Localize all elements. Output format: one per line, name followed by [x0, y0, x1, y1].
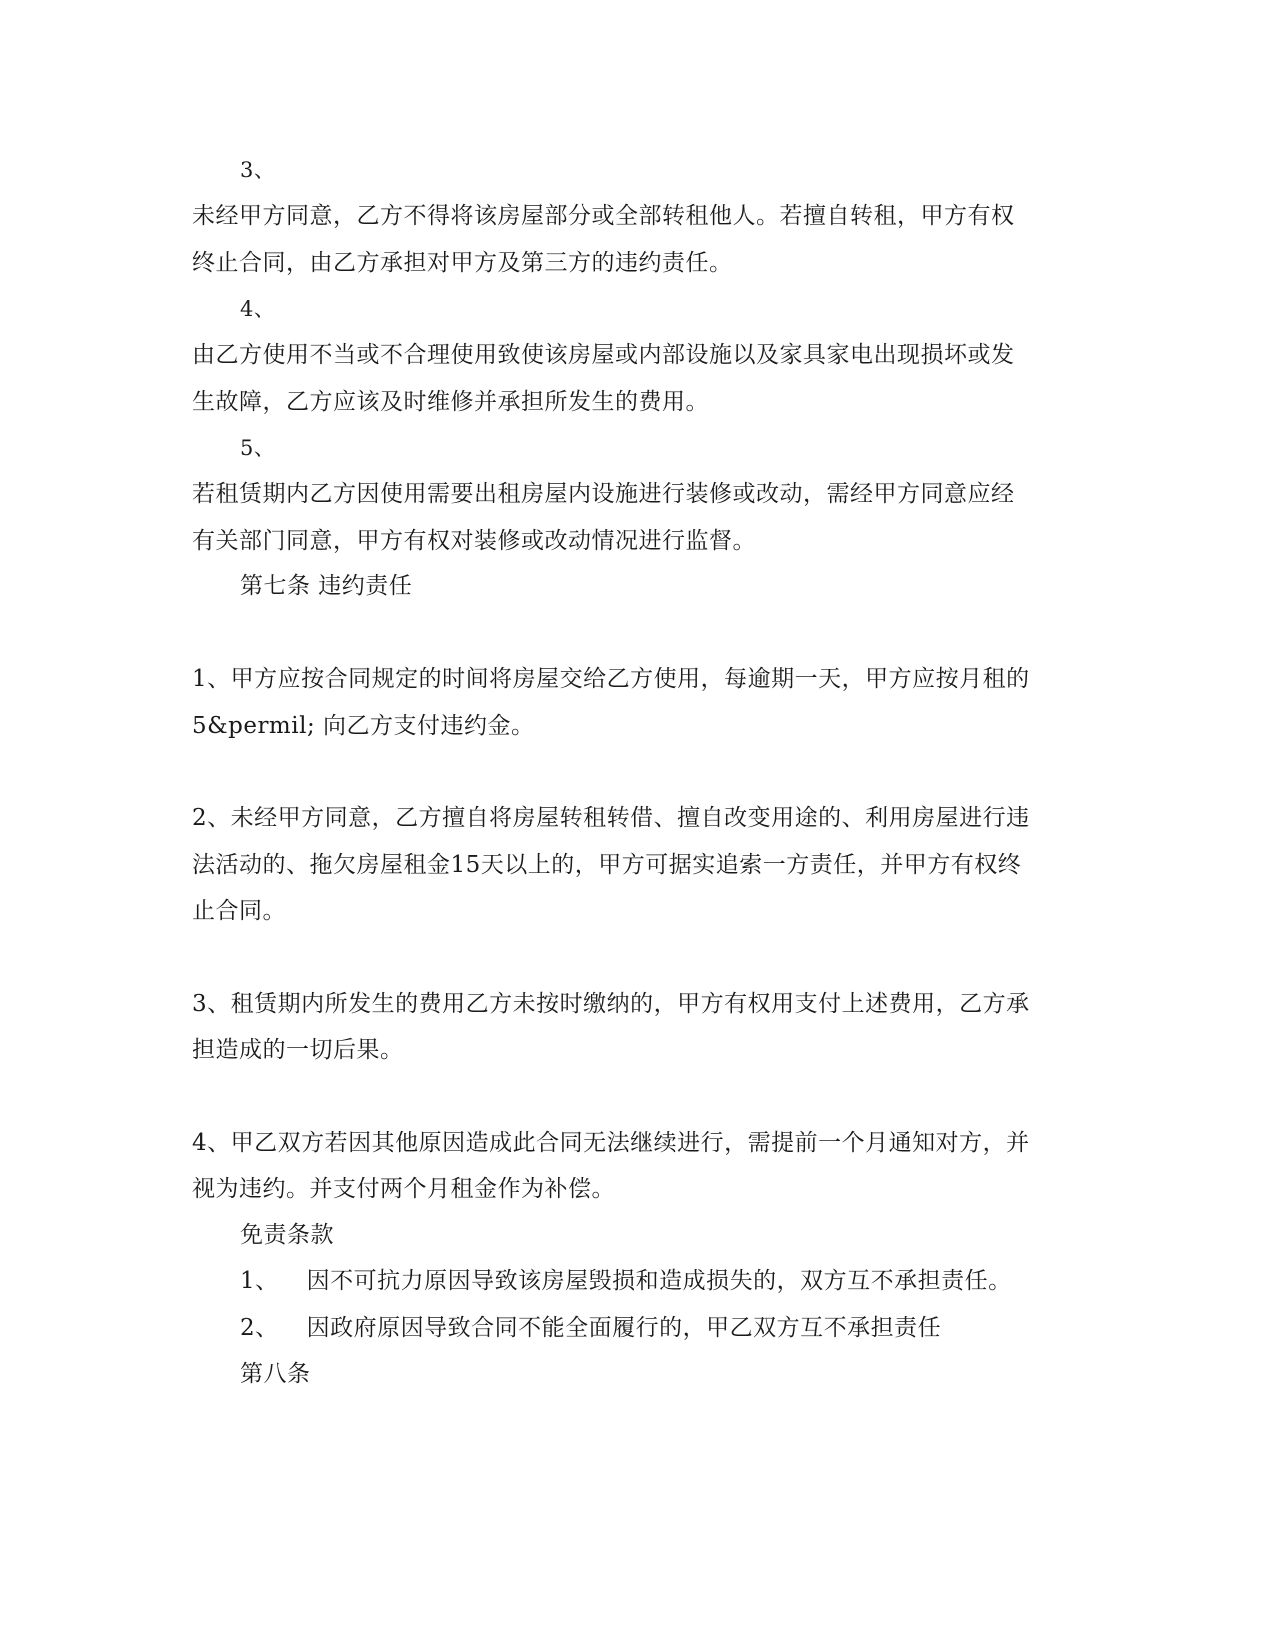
clause-text-line: 终止合同，由乙方承担对甲方及第三方的违约责任。 — [192, 250, 733, 276]
clause-text-line: 若租赁期内乙方因使用需要出租房屋内设施进行装修或改动，需经甲方同意应经 — [192, 481, 1015, 507]
paragraph-line: 5&permil; 向乙方支付违约金。 — [192, 713, 535, 739]
paragraph-line: 3、租赁期内所发生的费用乙方未按时缴纳的，甲方有权用支付上述费用，乙方承 — [192, 991, 1030, 1017]
clause-text-line: 由乙方使用不当或不合理使用致使该房屋或内部设施以及家具家电出现损坏或发 — [192, 342, 1015, 368]
paragraph-line: 1、甲方应按合同规定的时间将房屋交给乙方使用，每逾期一天，甲方应按月租的 — [192, 666, 1030, 692]
clause-item-number: 4、 — [240, 297, 276, 321]
paragraph-line: 视为违约。并支付两个月租金作为补偿。 — [192, 1176, 615, 1202]
paragraph-line: 2、未经甲方同意，乙方擅自将房屋转租转借、擅自改变用途的、利用房屋进行违 — [192, 805, 1030, 831]
exemption-item-number: 1、 — [240, 1268, 279, 1294]
article-heading: 第八条 — [240, 1361, 311, 1387]
paragraph-line: 法活动的、拖欠房屋租金15天以上的，甲方可据实追索一方责任，并甲方有权终 — [192, 852, 1022, 878]
paragraph-line: 4、甲乙双方若因其他原因造成此合同无法继续进行，需提前一个月通知对方，并 — [192, 1130, 1030, 1156]
clause-text-line: 有关部门同意，甲方有权对装修或改动情况进行监督。 — [192, 528, 756, 554]
exemption-item-text: 因不可抗力原因导致该房屋毁损和造成损失的，双方互不承担责任。 — [306, 1268, 1012, 1294]
clause-item-number: 3、 — [240, 158, 276, 182]
article-heading: 第七条 违约责任 — [240, 573, 413, 599]
clause-item-number: 5、 — [240, 436, 276, 460]
exemption-item-text: 因政府原因导致合同不能全面履行的，甲乙双方互不承担责任 — [306, 1315, 942, 1341]
section-heading: 免责条款 — [240, 1222, 334, 1248]
exemption-item — [240, 1266, 1012, 1296]
exemption-item-number: 2、 — [240, 1315, 279, 1341]
paragraph-line: 止合同。 — [192, 898, 286, 924]
clause-text-line: 生故障，乙方应该及时维修并承担所发生的费用。 — [192, 389, 709, 415]
clause-text-line: 未经甲方同意，乙方不得将该房屋部分或全部转租他人。若擅自转租，甲方有权 — [192, 203, 1015, 229]
exemption-item — [240, 1313, 941, 1343]
paragraph-line: 担造成的一切后果。 — [192, 1037, 404, 1063]
